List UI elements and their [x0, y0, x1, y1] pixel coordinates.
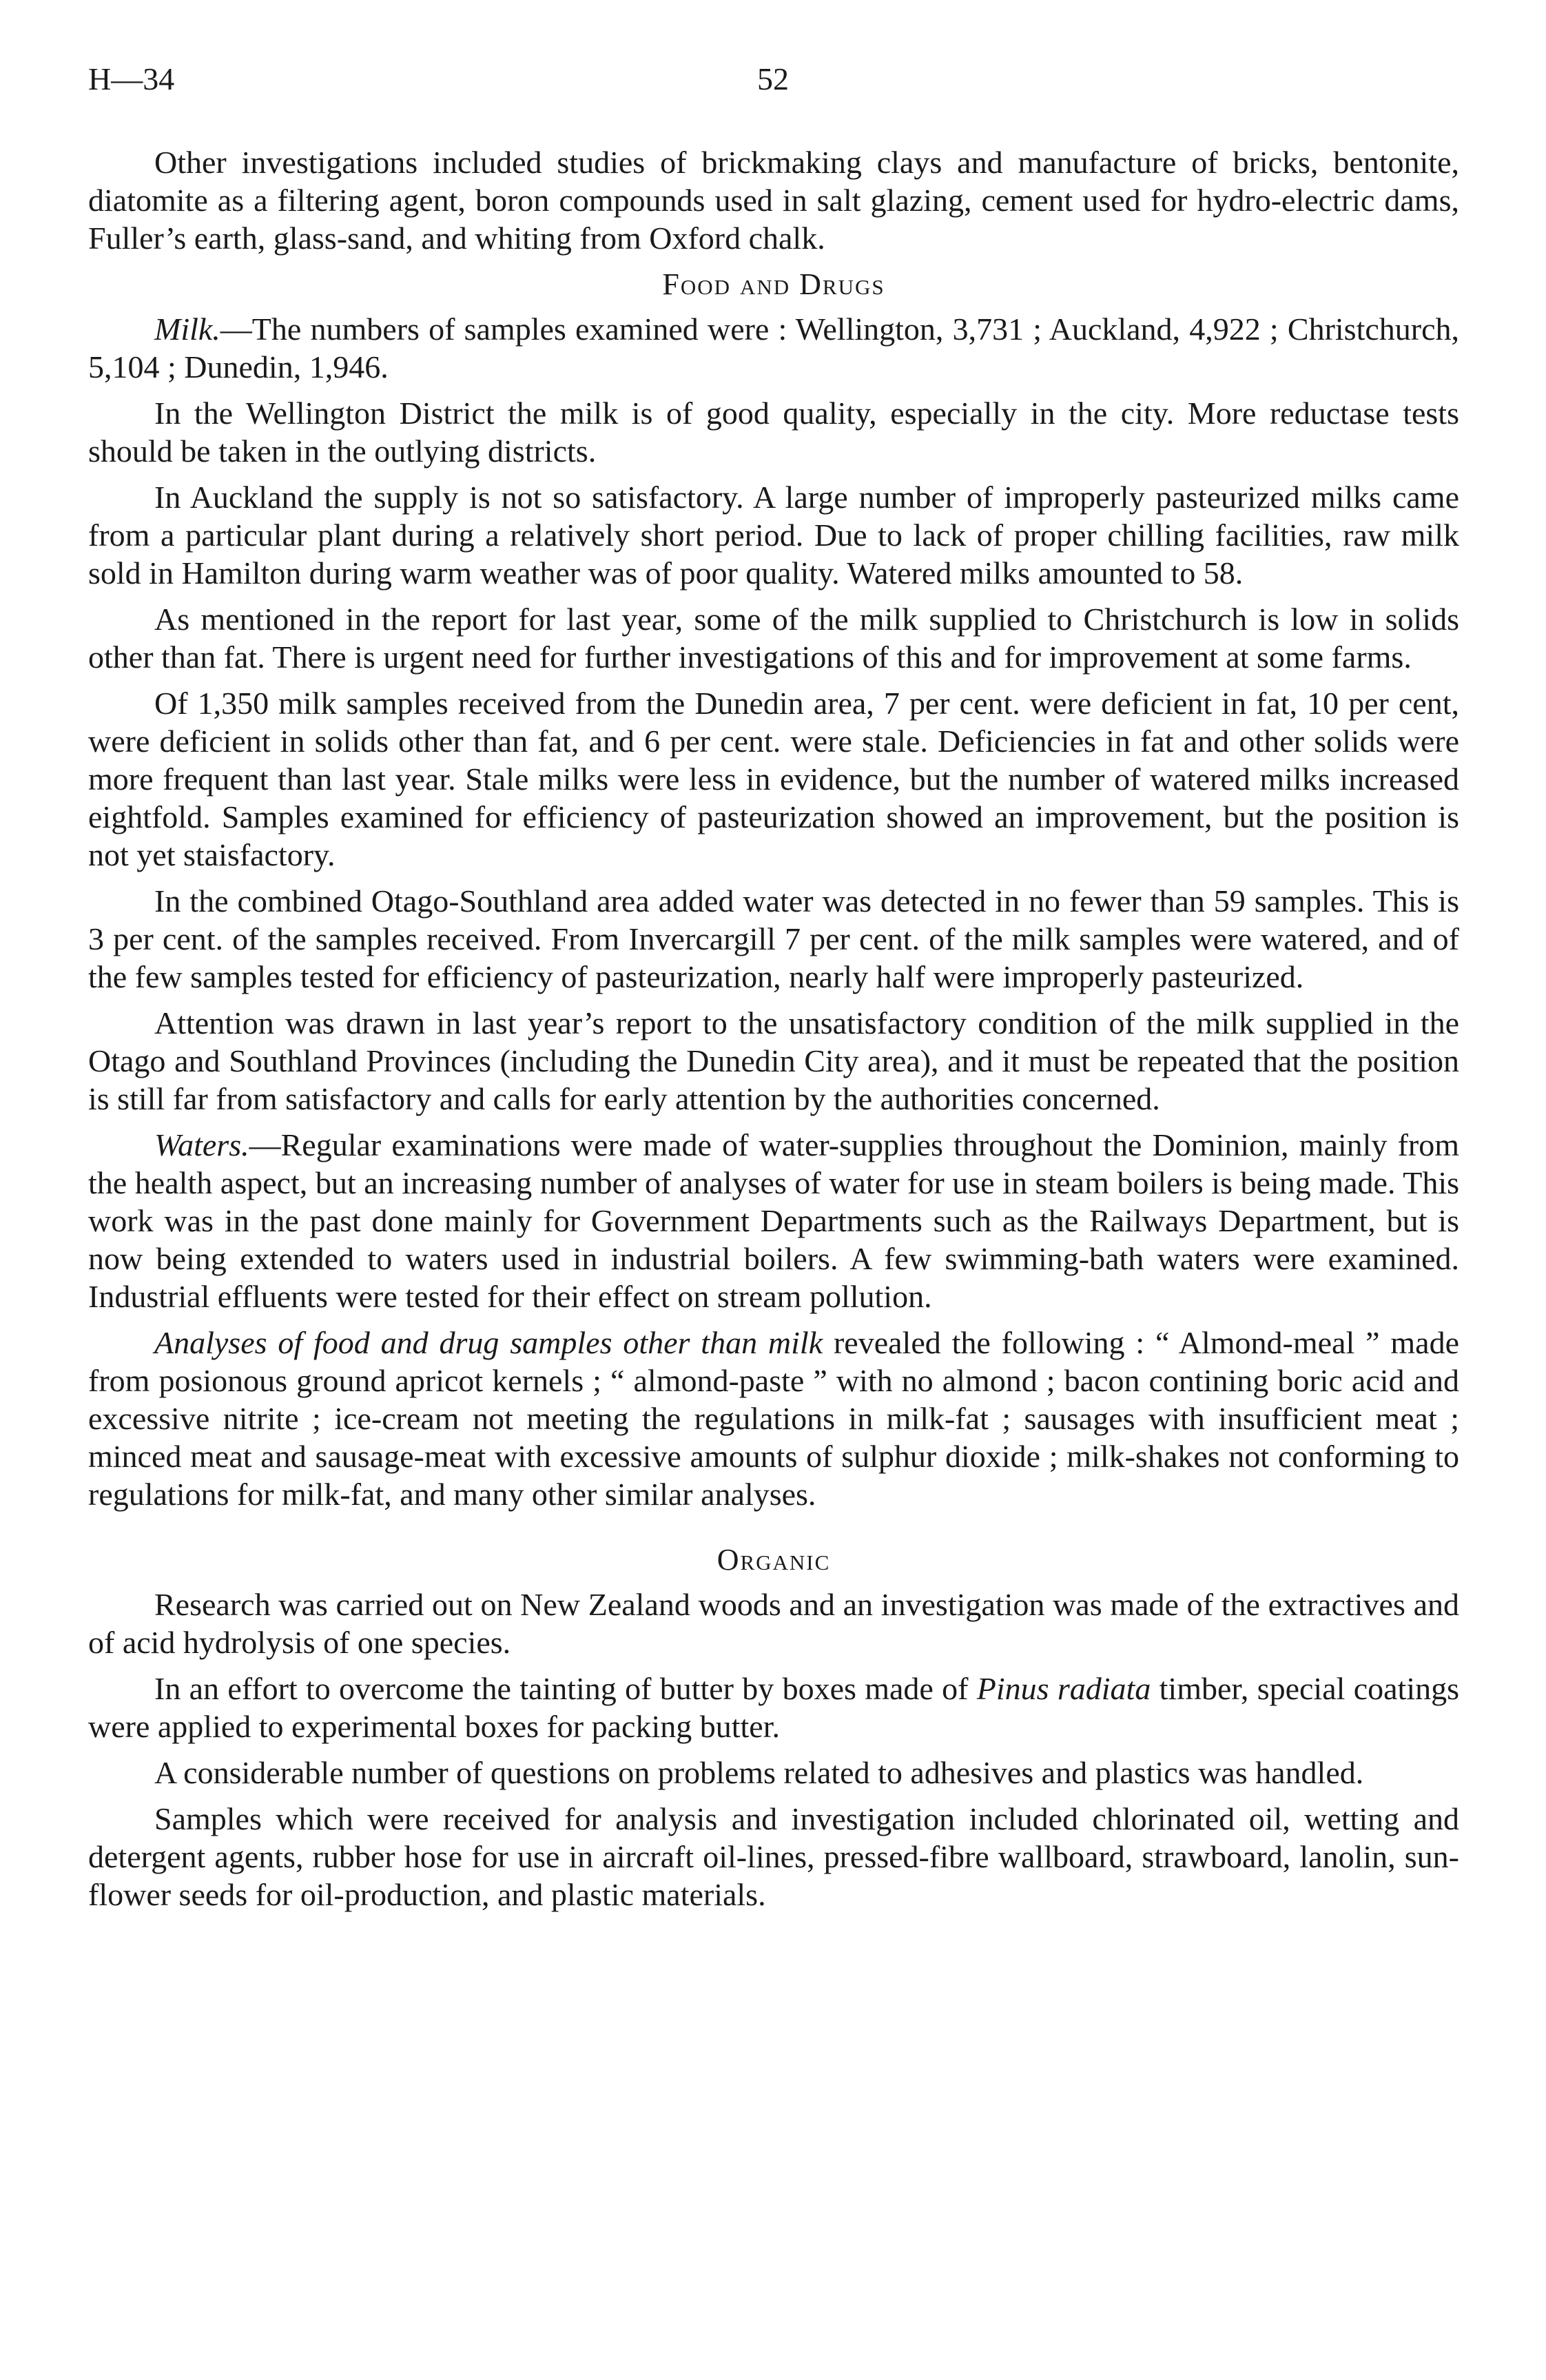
analyses-text: revealed the following : “ Almond-meal ” made from posionous ground apricot kernels ; “ almond-paste ” with no almond ; bacon contining boric acid and excessive nitrite ; ice-cream not meeting the regulations in milk-fat ; sausages with insufficient meat ; minced meat and sausage-meat with excessive amounts of sulphur dioxide ; milk-shakes not conforming to regulations for milk-fat, and many other similar analyses. [88, 1325, 1459, 1512]
milk-paragraph [88, 310, 1459, 386]
intro-paragraph: Other investigations included studies of brickmaking clays and manufacture of bricks, bentonite, diatomite as a filtering agent, boron compounds used in salt glazing, cement used for hydro-electric dams, Fuller’s earth, glass-sand, and whiting from Oxford chalk. [88, 145, 1459, 256]
milk-label: Milk. [154, 311, 220, 347]
milk-otago-southland-paragraph: In the combined Otago-Southland area added water was detected in no fewer than 59 samples. This is 3 per cent. of the samples received. From Invercargill 7 per cent. of the milk samples were watered, and of the few samples tested for efficiency of pasteurization, nearly half were improperly pasteurized. [88, 883, 1459, 994]
milk-dunedin-paragraph: Of 1,350 milk samples received from the Dunedin area, 7 per cent. were deficient in fat, 10 per cent, were deficient in solids other than fat, and 6 per cent. were stale. Deficiencies in fat and other solids were more frequent than last year. Stale milks were less in evidence, but the number of watered milks increased eightfold. Samples examined for efficiency of pasteurization showed an improvement, but the position is not yet staisfactory. [88, 686, 1459, 872]
page-body [88, 143, 1459, 1922]
page-number: 52 [757, 61, 789, 96]
waters-text: —Regular examinations were made of water-supplies throughout the Dominion, mainly from the health aspect, but an increasing number of analyses of water for use in steam boilers is being made. This work was in the past done mainly for Government Departments such as the Railways Department, but is now being extended to waters used in industrial boilers. A few swimming-bath waters were examined. Industrial effluents were tested for their effect on stream pollution. [88, 1127, 1459, 1314]
waters-label: Waters. [154, 1127, 249, 1162]
organic-woods-paragraph: Research was carried out on New Zealand woods and an investigation was made of the extractives and of acid hydrolysis of one species. [88, 1587, 1459, 1660]
milk-auckland-paragraph: In Auckland the supply is not so satisfactory. A large number of improperly pasteurized milks came from a particular plant during a relatively short period. Due to lack of proper chilling facilities, raw milk sold in Hamilton during warm weather was of poor quality. Watered milks amounted to 58. [88, 480, 1459, 591]
section-heading-organic: Organic [717, 1543, 831, 1577]
organic-butter-paragraph: In an effort to overcome the tainting of butter by boxes made of Pinus radiata timber, special coatings were applied to experimental boxes for packing butter. [88, 1671, 1460, 1744]
analyses-label: Analyses of food and drug samples other than milk [154, 1325, 823, 1360]
species-name: Pinus radiata [976, 1671, 1151, 1706]
organic-adhesives-paragraph: A considerable number of questions on problems related to adhesives and plastics was handled. [154, 1755, 1364, 1790]
organic-samples-paragraph: Samples which were received for analysis and investigation included chlorinated oil, wetting and detergent agents, rubber hose for use in aircraft oil-lines, pressed-fibre wallboard, strawboard, lanolin, sun-flower seeds for oil-production, and plastic materials. [88, 1801, 1459, 1912]
document-reference: H—34 [88, 61, 175, 96]
page-header [88, 61, 1458, 109]
milk-attention-paragraph: Attention was drawn in last year’s report to the unsatisfactory condition of the milk supplied in the Otago and Southland Provinces (including the Dunedin City area), and it must be repeated that the position is still far from satisfactory and calls for early attention by the authorities concerned. [88, 1005, 1459, 1116]
waters-paragraph [88, 1126, 1459, 1315]
section-heading-food-drugs: Food and Drugs [662, 267, 885, 301]
analyses-paragraph [88, 1324, 1459, 1513]
milk-wellington-paragraph: In the Wellington District the milk is of good quality, especially in the city. More reductase tests should be taken in the outlying districts. [88, 396, 1459, 469]
milk-christchurch-paragraph: As mentioned in the report for last year, some of the milk supplied to Christchurch is low in solids other than fat. There is urgent need for further investigations of this and for improvement at some farms. [88, 602, 1459, 675]
milk-text: —The numbers of samples examined were : Wellington, 3,731 ; Auckland, 4,922 ; Christchurch, 5,104 ; Dunedin, 1,946. [88, 311, 1459, 384]
